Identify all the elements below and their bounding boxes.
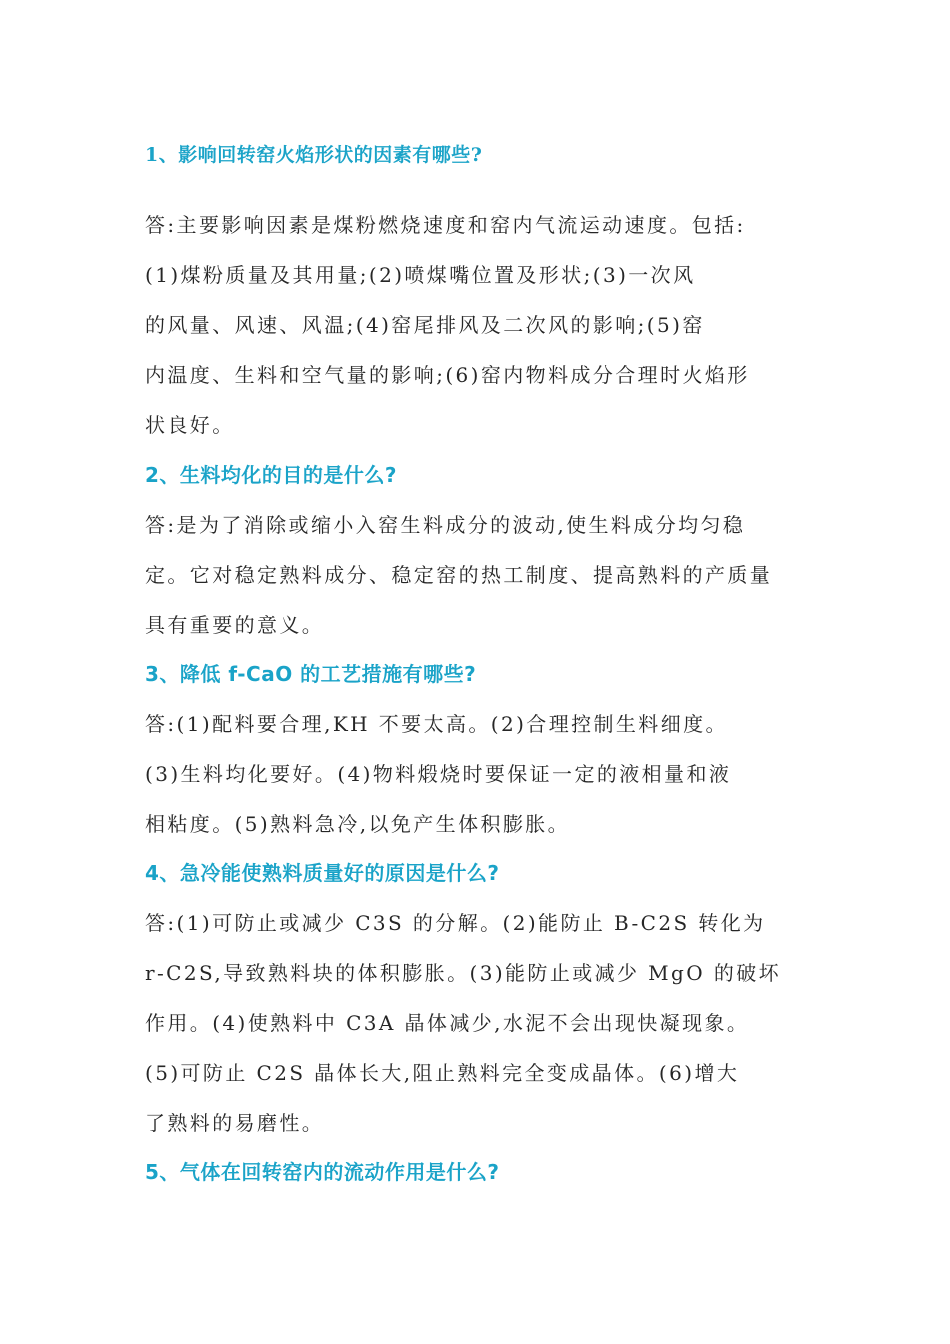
answer-2 bbox=[145, 500, 807, 650]
answer-line: (3)生料均化要好。(4)物料煅烧时要保证一定的液相量和液 bbox=[145, 762, 732, 786]
answer-line: 相粘度。(5)熟料急冷,以免产生体积膨胀。 bbox=[145, 812, 571, 836]
answer-line: 内温度、生料和空气量的影响;(6)窑内物料成分合理时火焰形 bbox=[145, 363, 750, 387]
answer-line: 的风量、风速、风温;(4)窑尾排风及二次风的影响;(5)窑 bbox=[145, 313, 705, 337]
answer-line: (5)可防止 C2S 晶体长大,阻止熟料完全变成晶体。(6)增大 bbox=[145, 1061, 740, 1085]
answer-3 bbox=[145, 699, 807, 849]
answer-1 bbox=[145, 200, 807, 450]
answer-line: 了熟料的易磨性。 bbox=[145, 1111, 325, 1135]
question-3-heading: 3、降低 f-CaO 的工艺措施有哪些? bbox=[145, 662, 477, 686]
answer-line: 答:(1)可防止或减少 C3S 的分解。(2)能防止 B-C2S 转化为 bbox=[145, 911, 766, 935]
answer-line: (1)煤粉质量及其用量;(2)喷煤嘴位置及形状;(3)一次风 bbox=[145, 263, 696, 287]
answer-line: 答:是为了消除或缩小入窑生料成分的波动,使生料成分均匀稳 bbox=[145, 513, 746, 537]
answer-4 bbox=[145, 898, 807, 1148]
answer-line: 答:(1)配料要合理,KH 不要太高。(2)合理控制生料细度。 bbox=[145, 712, 728, 736]
answer-line: 定。它对稳定熟料成分、稳定窑的热工制度、提高熟料的产质量 bbox=[145, 563, 773, 587]
question-2-heading: 2、生料均化的目的是什么? bbox=[145, 463, 398, 487]
answer-line: 答:主要影响因素是煤粉燃烧速度和窑内气流运动速度。包括: bbox=[145, 213, 746, 237]
question-4-heading: 4、急冷能使熟料质量好的原因是什么? bbox=[145, 861, 500, 885]
answer-line: 作用。(4)使熟料中 C3A 晶体减少,水泥不会出现快凝现象。 bbox=[145, 1011, 750, 1035]
answer-line: 状良好。 bbox=[145, 413, 235, 437]
answer-line: r-C2S,导致熟料块的体积膨胀。(3)能防止或减少 MgO 的破坏 bbox=[145, 961, 782, 985]
answer-line: 具有重要的意义。 bbox=[145, 613, 325, 637]
question-1-heading: 1、影响回转窑火焰形状的因素有哪些? bbox=[145, 144, 483, 166]
question-5-heading: 5、气体在回转窑内的流动作用是什么? bbox=[145, 1160, 500, 1184]
